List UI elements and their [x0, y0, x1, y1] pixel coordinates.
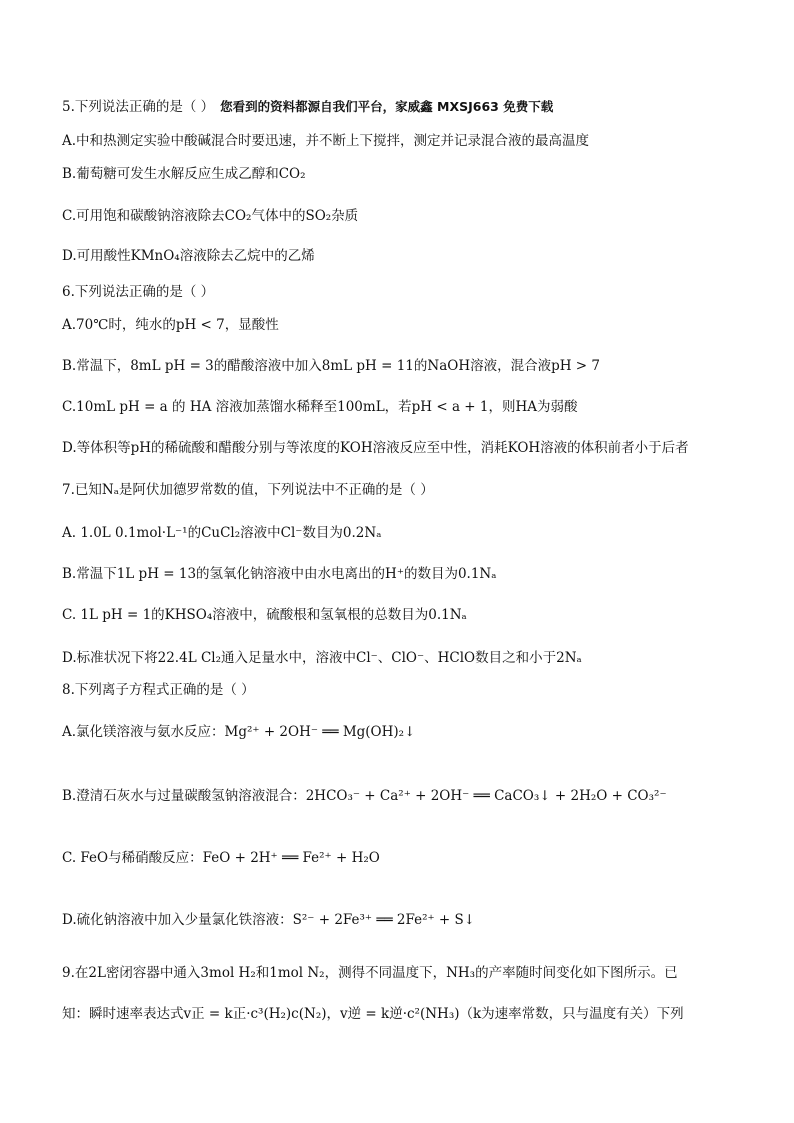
question-6-option-b: B.常温下，8mL pH = 3的醋酸溶液中加入8mL pH = 11的NaOH溶液，混合液pH > 7: [62, 358, 600, 374]
question-5-option-c: C.可用饱和碳酸钠溶液除去CO₂气体中的SO₂杂质: [62, 208, 359, 224]
question-7-stem: 7.已知Nₐ是阿伏加德罗常数的值，下列说法中不正确的是（ ）: [62, 482, 434, 498]
question-5-stem-text: 5.下列说法正确的是（ ）: [62, 99, 215, 115]
question-5-option-b: B.葡萄糖可发生水解反应生成乙醇和CO₂: [62, 166, 306, 182]
question-6-option-a: A.70℃时，纯水的pH < 7，显酸性: [62, 317, 279, 333]
question-7-option-c: C. 1L pH = 1的KHSO₄溶液中，硫酸根和氢氧根的总数目为0.1Nₐ: [62, 607, 467, 623]
question-9-stem-line-2: 知：瞬时速率表达式v正 = k正·c³(H₂)c(N₂)，v逆 = k逆·c²(NH₃)（k为速率常数，只与温度有关）下列: [62, 1006, 684, 1022]
question-8-option-b: B.澄清石灰水与过量碳酸氢钠溶液混合：2HCO₃⁻ + Ca²⁺ + 2OH⁻ ══ CaCO₃↓ + 2H₂O + CO₃²⁻: [62, 788, 667, 804]
question-8-stem: 8.下列离子方程式正确的是（ ）: [62, 682, 255, 698]
question-8-option-a: A.氯化镁溶液与氨水反应：Mg²⁺ + 2OH⁻ ══ Mg(OH)₂↓: [62, 724, 416, 740]
question-6-option-c: C.10mL pH = a 的 HA 溶液加蒸馏水稀释至100mL，若pH < a + 1，则HA为弱酸: [62, 399, 578, 415]
question-5-option-a: A.中和热测定实验中酸碱混合时要迅速，并不断上下搅拌，测定并记录混合液的最高温度: [62, 133, 590, 149]
question-7-option-a: A. 1.0L 0.1mol·L⁻¹的CuCl₂溶液中Cl⁻数目为0.2Nₐ: [62, 525, 382, 541]
question-6-option-d: D.等体积等pH的稀硫酸和醋酸分别与等浓度的KOH溶液反应至中性，消耗KOH溶液的体积前者小于后者: [62, 440, 689, 456]
question-6-stem: 6.下列说法正确的是（ ）: [62, 284, 215, 300]
question-5-stem: [62, 97, 553, 117]
watermark-ad-text: 您看到的资料都源自我们平台，家威鑫 MXSJ663 免费下载: [220, 99, 554, 114]
question-9-stem-line-1: 9.在2L密闭容器中通入3mol H₂和1mol N₂，测得不同温度下，NH₃的产率随时间变化如下图所示。已: [62, 965, 678, 981]
question-7-option-d: D.标准状况下将22.4L Cl₂通入足量水中，溶液中Cl⁻、ClO⁻、HClO数目之和小于2Nₐ: [62, 650, 582, 666]
question-7-option-b: B.常温下1L pH = 13的氢氧化钠溶液中由水电离出的H⁺的数目为0.1Nₐ: [62, 566, 497, 582]
question-8-option-d: D.硫化钠溶液中加入少量氯化铁溶液：S²⁻ + 2Fe³⁺ ══ 2Fe²⁺ + S↓: [62, 912, 476, 928]
question-5-option-d: D.可用酸性KMnO₄溶液除去乙烷中的乙烯: [62, 248, 315, 264]
question-8-option-c: C. FeO与稀硝酸反应：FeO + 2H⁺ ══ Fe²⁺ + H₂O: [62, 850, 380, 866]
